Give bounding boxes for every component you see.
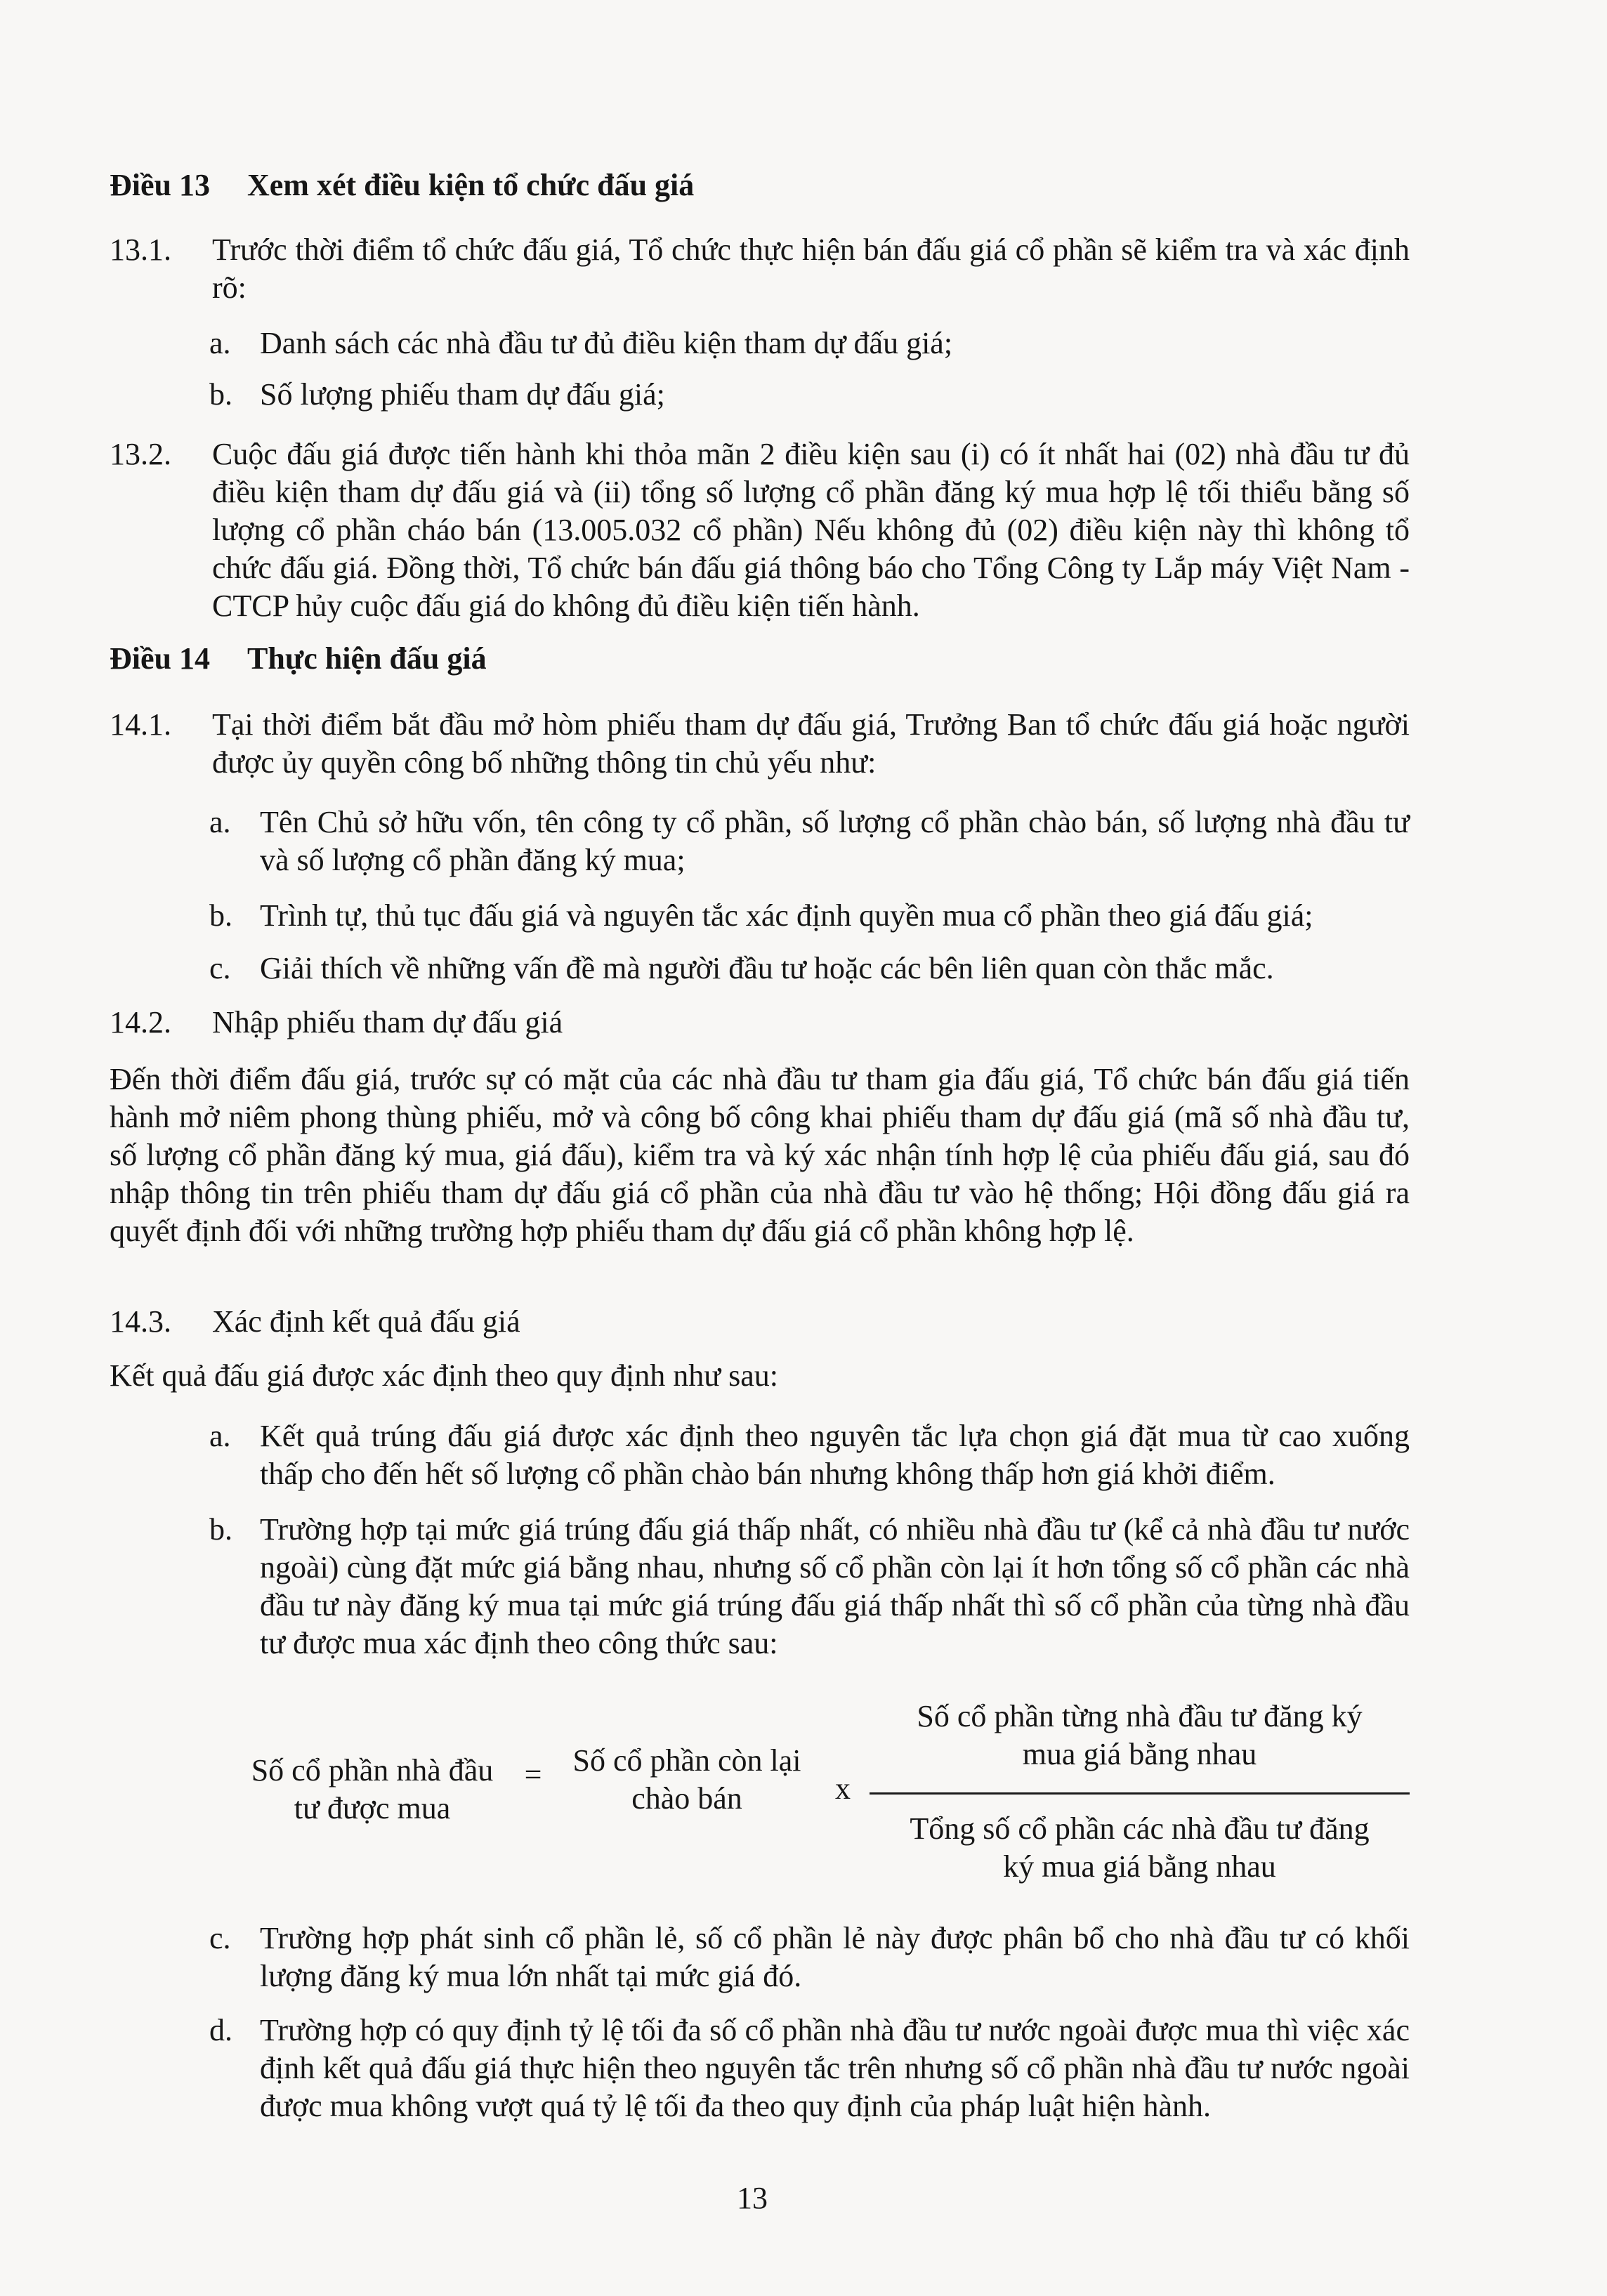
equals-sign: =: [524, 1757, 542, 1792]
times-sign: x: [835, 1771, 851, 1806]
item-label: a.: [209, 805, 231, 839]
formula-lhs-line: Số cổ phần nhà đầu: [251, 1753, 494, 1787]
section-number: 13.1.: [110, 232, 171, 267]
section-number: 14.2.: [110, 1005, 171, 1039]
formula-lhs: [232, 1752, 513, 1828]
item-label: a.: [209, 1419, 231, 1453]
formula-numerator: [870, 1698, 1410, 1773]
formula-mid-line: chào bán: [631, 1781, 742, 1816]
section-13-2-text: Cuộc đấu giá được tiến hành khi thỏa mãn 2 điều kiện sau (i) có ít nhất hai (02) nhà đầu tư đủ điều kiện tham dự đấu giá và (ii) tổng số lượng cổ phần đăng ký mua hợp lệ tối thiểu bằng số lượng cổ phần cháo bán (13.005.032 cổ phần) Nếu không đủ (02) điều kiện này thì không tổ chức đấu giá. Đồng thời, Tổ chức bán đấu giá thông báo cho Tổng Công ty Lắp máy Việt Nam - CTCP hủy cuộc đấu giá do không đủ điều kiện tiến hành.: [212, 437, 1410, 623]
item-label: c.: [209, 1921, 231, 1955]
section-title: Xác định kết quả đấu giá: [212, 1304, 520, 1339]
article-number: Điều 14: [110, 641, 210, 676]
formula-mid: [546, 1742, 827, 1818]
list-item: Giải thích về những vấn đề mà người đầu tư hoặc các bên liên quan còn thắc mắc.: [260, 951, 1274, 985]
formula-mid-line: Số cổ phần còn lại: [572, 1743, 801, 1778]
item-label: a.: [209, 326, 231, 360]
item-label: b.: [209, 377, 232, 412]
item-label: b.: [209, 898, 232, 933]
section-title: Nhập phiếu tham dự đấu giá: [212, 1005, 563, 1039]
page-number: 13: [737, 2181, 768, 2215]
section-number: 13.2.: [110, 437, 171, 471]
list-item: Trường hợp tại mức giá trúng đấu giá thấp nhất, có nhiều nhà đầu tư (kể cả nhà đầu tư nước ngoài) cùng đặt mức giá bằng nhau, nhưng số cổ phần còn lại ít hơn tổng số cổ phần các nhà đầu tư này đăng ký mua tại mức giá trúng đấu giá thấp nhất thì số cổ phần của từng nhà đầu tư được mua xác định theo công thức sau:: [260, 1512, 1410, 1660]
section-number: 14.1.: [110, 707, 171, 742]
list-item: Kết quả trúng đấu giá được xác định theo nguyên tắc lựa chọn giá đặt mua từ cao xuống thấp cho đến hết số lượng cổ phần chào bán nhưng không thấp hơn giá khởi điểm.: [260, 1419, 1410, 1491]
formula-lhs-line: tư được mua: [294, 1791, 451, 1825]
section-13-1-text: Trước thời điểm tổ chức đấu giá, Tổ chức thực hiện bán đấu giá cổ phần sẽ kiểm tra và xác định rõ:: [212, 232, 1410, 305]
item-label: c.: [209, 951, 231, 985]
section-14-2-text: Đến thời điểm đấu giá, trước sự có mặt của các nhà đầu tư tham gia đấu giá, Tổ chức bán đấu giá tiến hành mở niêm phong thùng phiếu, mở và công bố công khai phiếu tham dự đấu giá (mã số nhà đầu tư, số lượng cổ phần đăng ký mua, giá đấu), kiểm tra và ký xác nhận tính hợp lệ của phiếu đấu giá, sau đó nhập thông tin trên phiếu tham dự đấu giá cổ phần của nhà đầu tư vào hệ thống; Hội đồng đấu giá ra quyết định đối với những trường hợp phiếu tham dự đấu giá cổ phần không hợp lệ.: [110, 1062, 1410, 1248]
article-number: Điều 13: [110, 168, 210, 202]
list-item: Trường hợp phát sinh cổ phần lẻ, số cổ phần lẻ này được phân bổ cho nhà đầu tư có khối lượng đăng ký mua lớn nhất tại mức giá đó.: [260, 1921, 1410, 1993]
numerator-line: mua giá bằng nhau: [1022, 1737, 1257, 1771]
fraction-bar: [870, 1792, 1410, 1795]
list-item: Tên Chủ sở hữu vốn, tên công ty cổ phần, số lượng cổ phần chào bán, số lượng nhà đầu tư và số lượng cổ phần đăng ký mua;: [260, 805, 1410, 877]
article-title: Xem xét điều kiện tổ chức đấu giá: [247, 168, 695, 202]
item-label: d.: [209, 2013, 232, 2047]
section-number: 14.3.: [110, 1304, 171, 1339]
list-item: Trình tự, thủ tục đấu giá và nguyên tắc xác định quyền mua cổ phần theo giá đấu giá;: [260, 898, 1313, 933]
numerator-line: Số cổ phần từng nhà đầu tư đăng ký: [917, 1699, 1363, 1733]
section-intro: Kết quả đấu giá được xác định theo quy định như sau:: [110, 1358, 778, 1393]
formula-denominator: [870, 1810, 1410, 1886]
list-item: Trường hợp có quy định tỷ lệ tối đa số cổ phần nhà đầu tư nước ngoài được mua thì việc xác định kết quả đấu giá thực hiện theo nguyên tắc trên nhưng số cổ phần nhà đầu tư nước ngoài được mua không vượt quá tỷ lệ tối đa theo quy định của pháp luật hiện hành.: [260, 2013, 1410, 2123]
article-title: Thực hiện đấu giá: [247, 641, 487, 676]
article-14-heading: [110, 640, 487, 678]
article-13-heading: [110, 166, 694, 204]
item-label: b.: [209, 1512, 232, 1547]
denominator-line: ký mua giá bằng nhau: [1003, 1849, 1276, 1884]
list-item: Số lượng phiếu tham dự đấu giá;: [260, 377, 665, 412]
list-item: Danh sách các nhà đầu tư đủ điều kiện tham dự đấu giá;: [260, 326, 953, 360]
section-14-1-text: Tại thời điểm bắt đầu mở hòm phiếu tham dự đấu giá, Trưởng Ban tổ chức đấu giá hoặc người được ủy quyền công bố những thông tin chủ yếu như:: [212, 707, 1410, 780]
denominator-line: Tổng số cổ phần các nhà đầu tư đăng: [910, 1811, 1370, 1846]
